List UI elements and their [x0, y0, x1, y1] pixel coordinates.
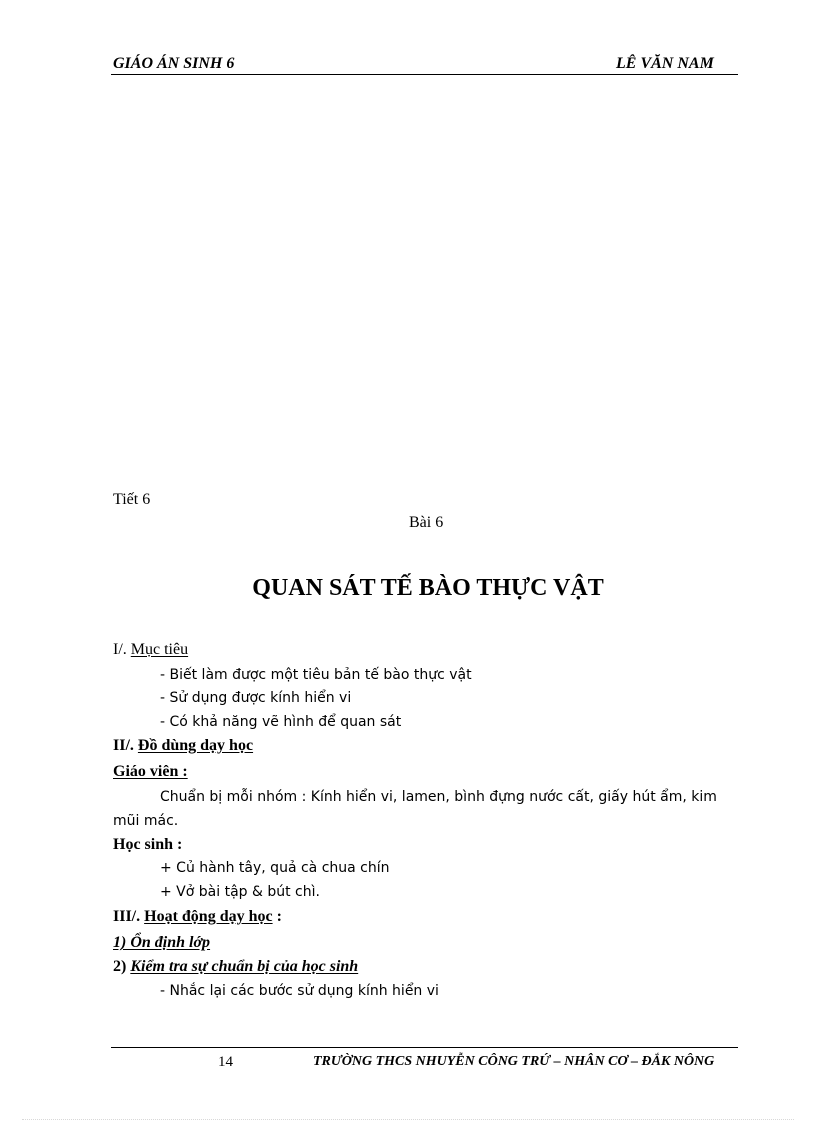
page-number: 14: [218, 1054, 233, 1070]
section-2-heading: [113, 737, 253, 755]
section-1-heading: [113, 641, 188, 659]
page-title: QUAN SÁT TẾ BÀO THỰC VẬT: [252, 575, 604, 601]
student-item: + Củ hành tây, quả cà chua chín: [160, 860, 390, 876]
period-label: Tiết 6: [113, 491, 151, 508]
section-2-number: II/.: [113, 737, 134, 754]
student-item: + Vở bài tập & bút chì.: [160, 884, 320, 900]
teacher-materials-cont: mũi mác.: [113, 813, 179, 829]
student-label: Học sinh :: [113, 836, 183, 853]
footer-school: TRƯỜNG THCS NHUYỄN CÔNG TRỨ – NHÂN CƠ – ĐẮK NÔNG: [313, 1054, 715, 1069]
lesson-number: Bài 6: [409, 514, 444, 531]
section-1-title: Mục tiêu: [130, 641, 189, 658]
footer-rule: [111, 1047, 738, 1048]
objective-item: - Biết làm được một tiêu bản tế bào thực vật: [160, 667, 472, 683]
subsection-1: 1) Ổn định lớp: [113, 934, 211, 951]
subsection-2-number: 2): [113, 958, 127, 975]
section-3-heading: [113, 908, 282, 926]
header-rule: [111, 74, 738, 75]
teacher-materials: Chuẩn bị mỗi nhóm : Kính hiển vi, lamen, bình đựng nước cất, giấy hút ẩm, kim: [160, 789, 717, 805]
section-3-colon: :: [272, 908, 282, 925]
subsection-2: [113, 958, 358, 976]
header-left: GIÁO ÁN SINH 6: [113, 55, 235, 72]
section-1-number: I/.: [113, 641, 127, 658]
section-3-number: III/.: [113, 908, 141, 925]
header-right: LÊ VĂN NAM: [616, 55, 714, 72]
section-2-title: Đồ dùng dạy học: [137, 737, 254, 754]
check-item: - Nhắc lại các bước sử dụng kính hiển vi: [160, 983, 439, 999]
section-3-title: Hoạt động dạy học: [144, 908, 273, 925]
teacher-label: Giáo viên :: [113, 763, 188, 780]
subsection-2-title: Kiểm tra sự chuẩn bị của học sinh: [130, 958, 359, 975]
page-edge: [22, 1119, 794, 1120]
objective-item: - Có khả năng vẽ hình để quan sát: [160, 714, 402, 730]
objective-item: - Sử dụng được kính hiển vi: [160, 690, 352, 706]
